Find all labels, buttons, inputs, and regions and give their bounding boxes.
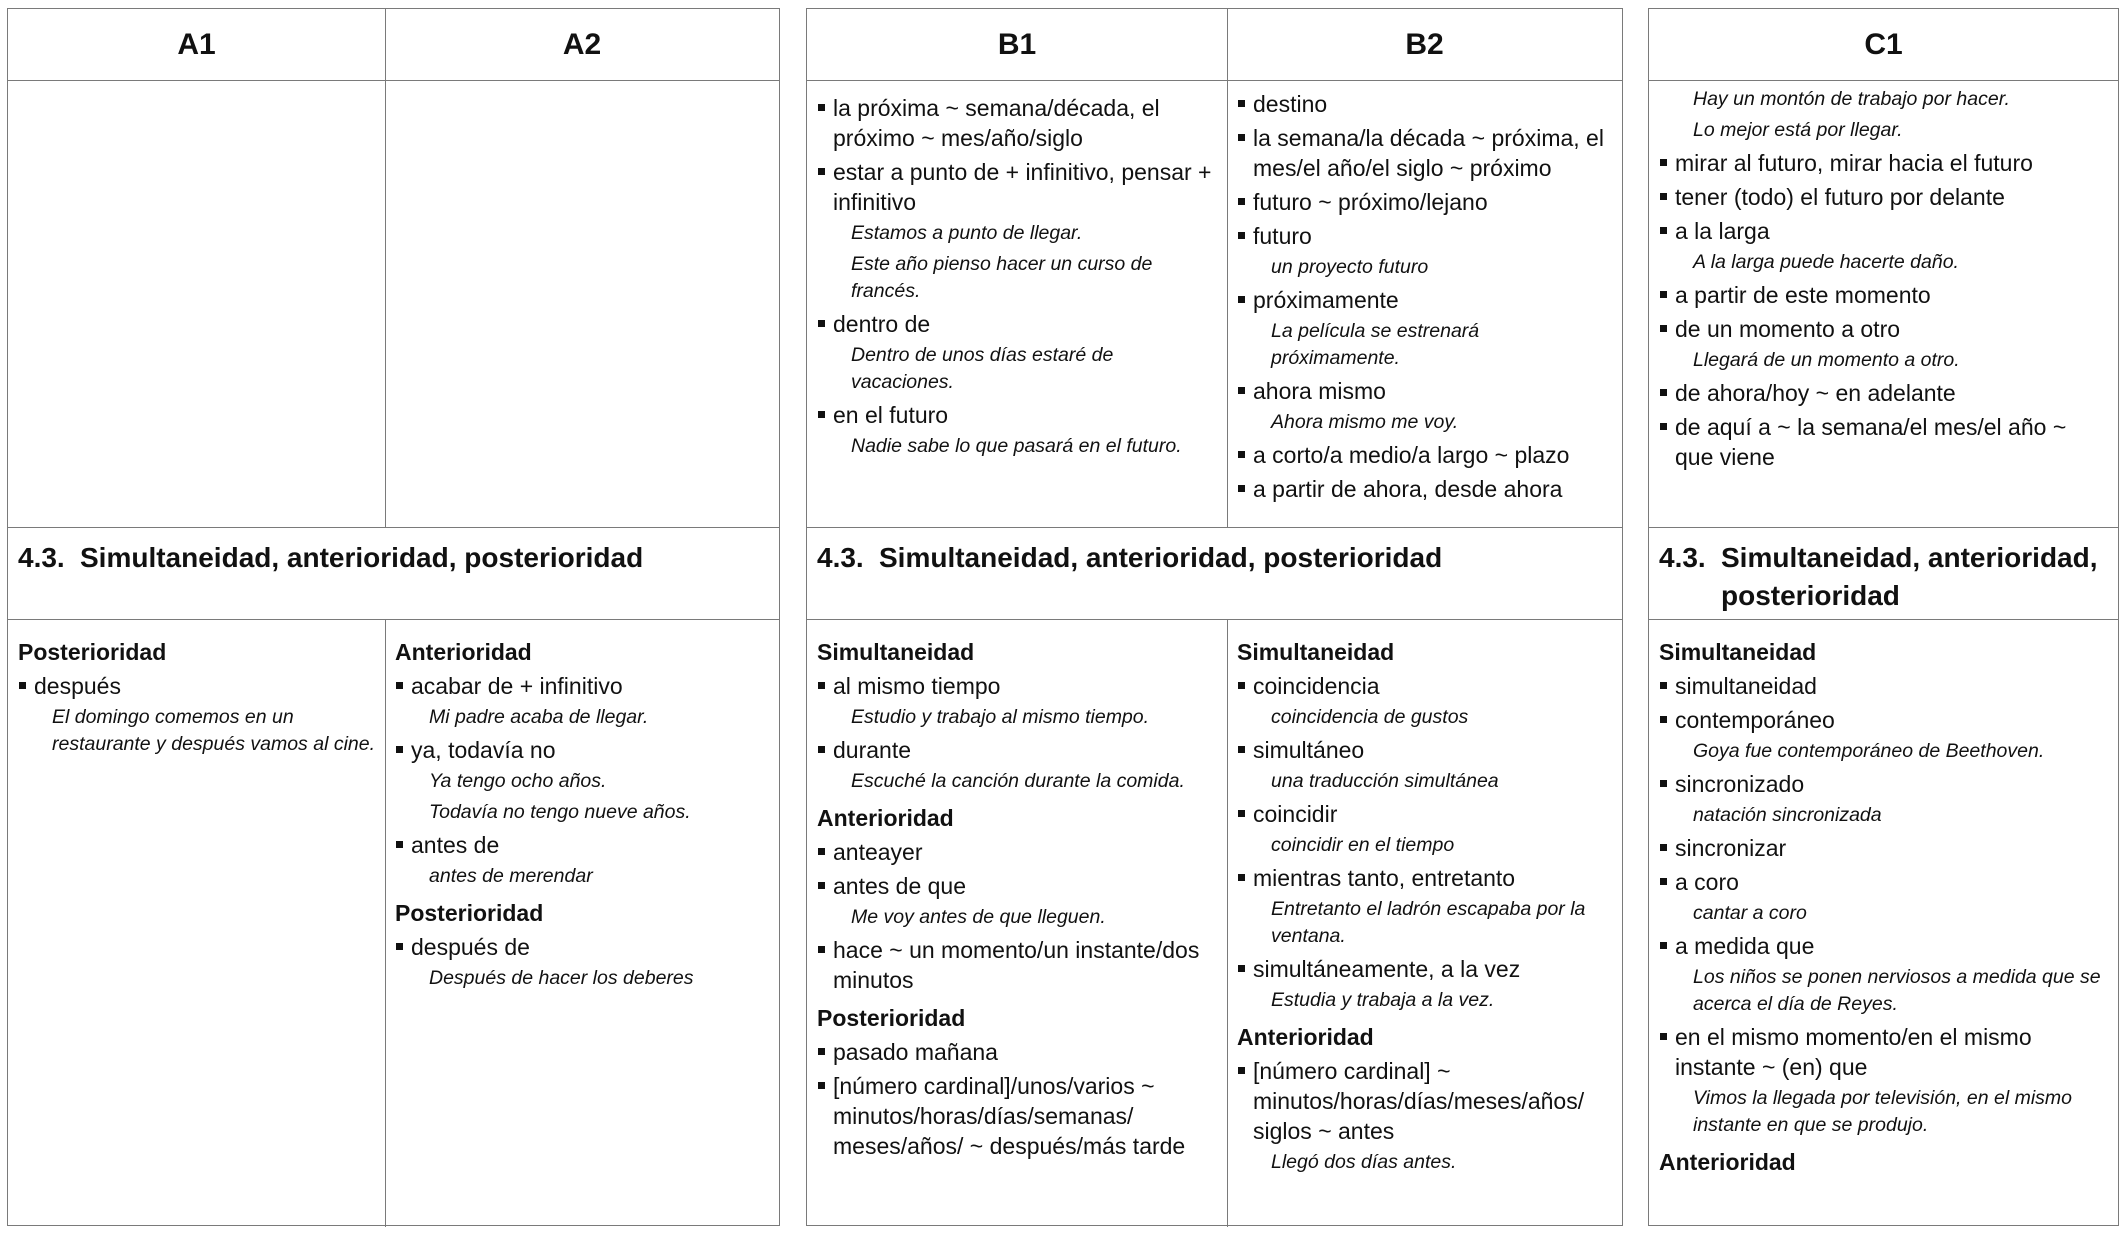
- bullet-icon: [19, 682, 26, 689]
- bullet-icon: [1660, 716, 1667, 723]
- list-item-text: coincidencia: [1253, 673, 1380, 699]
- bullet-icon: [1238, 810, 1245, 817]
- list-item: [1659, 931, 2108, 961]
- list-item-text: próximamente: [1253, 287, 1399, 313]
- bullet-icon: [1238, 387, 1245, 394]
- example-text: Después de hacer los deberes: [429, 967, 694, 989]
- list-item: [1237, 89, 1612, 119]
- list-item-text: a partir de este momento: [1675, 282, 1931, 308]
- list-item: [1237, 671, 1612, 701]
- list-item-text: en el mismo momento/en el mismo instante ~ (en) que: [1675, 1024, 2032, 1080]
- bullet-icon: [1238, 134, 1245, 141]
- bullet-icon: [1238, 198, 1245, 205]
- list-item-text: destino: [1253, 91, 1328, 117]
- section-text: Simultaneidad, anterioridad, posterioridad: [879, 542, 1443, 573]
- list-item-text: simultáneo: [1253, 737, 1365, 763]
- section-title: [8, 527, 779, 619]
- list-item: [1659, 314, 2108, 344]
- a1-bottom-cell: [8, 627, 385, 1225]
- divider: [1649, 619, 2118, 620]
- list-item-text: a la larga: [1675, 218, 1770, 244]
- list-item: [1659, 833, 2108, 863]
- bullet-icon: [396, 746, 403, 753]
- bullet-icon: [1660, 159, 1667, 166]
- bullet-icon: [1660, 844, 1667, 851]
- list-item: [817, 735, 1217, 765]
- list-item-text: acabar de + infinitivo: [411, 673, 623, 699]
- list-item-text: sincronizado: [1675, 771, 1805, 797]
- list-item: [1659, 671, 2108, 701]
- bullet-icon: [818, 320, 825, 327]
- subheading: Simultaneidad: [1659, 639, 1817, 665]
- bullet-icon: [1660, 193, 1667, 200]
- bullet-icon: [1660, 682, 1667, 689]
- list-item: [817, 935, 1217, 995]
- list-item: [1237, 474, 1612, 504]
- list-item: [1659, 378, 2108, 408]
- list-item: [817, 1037, 1217, 1067]
- list-item: [817, 1071, 1217, 1161]
- bullet-icon: [1238, 746, 1245, 753]
- example-text: un proyecto futuro: [1271, 256, 1429, 278]
- list-item: [1659, 769, 2108, 799]
- b1-top-cell: [807, 81, 1227, 527]
- list-item-text: simultáneamente, a la vez: [1253, 956, 1521, 982]
- example-text: Este año pienso hacer un curso de francés.: [851, 253, 1153, 302]
- example-text: Vimos la llegada por televisión, en el mismo instante en que se produjo.: [1693, 1087, 2072, 1136]
- list-item: [395, 830, 769, 860]
- section-text-line-1: Simultaneidad, anterioridad,: [1721, 542, 2098, 573]
- bullet-icon: [1660, 389, 1667, 396]
- bullet-icon: [1238, 232, 1245, 239]
- list-item: [1659, 867, 2108, 897]
- list-item: [395, 735, 769, 765]
- bullet-icon: [818, 1048, 825, 1055]
- list-item: [1659, 705, 2108, 735]
- bullet-icon: [818, 104, 825, 111]
- list-item: [1237, 735, 1612, 765]
- example-text: coincidir en el tiempo: [1271, 834, 1455, 856]
- list-item: [1237, 954, 1612, 984]
- example-text: Lo mejor está por llegar.: [1693, 119, 1903, 141]
- example-text: coincidencia de gustos: [1271, 706, 1469, 728]
- list-item-text: a partir de ahora, desde ahora: [1253, 476, 1563, 502]
- example-text: Mi padre acaba de llegar.: [429, 706, 649, 728]
- list-item-text: tener (todo) el futuro por delante: [1675, 184, 2005, 210]
- list-item: [817, 309, 1217, 339]
- panel-c-levels: [1648, 8, 2119, 1226]
- section-title: [807, 527, 1622, 619]
- list-item-text: coincidir: [1253, 801, 1338, 827]
- list-item: [1237, 123, 1612, 183]
- list-item: [1237, 285, 1612, 315]
- bullet-icon: [1238, 1067, 1245, 1074]
- bullet-icon: [1660, 1033, 1667, 1040]
- example-text: Llegará de un momento a otro.: [1693, 349, 1960, 371]
- header-a1: A1: [8, 9, 385, 81]
- list-item: [18, 671, 375, 701]
- bullet-icon: [818, 946, 825, 953]
- bullet-icon: [1660, 942, 1667, 949]
- bullet-icon: [1238, 296, 1245, 303]
- list-item-text: a coro: [1675, 869, 1739, 895]
- list-item: [1237, 187, 1612, 217]
- b1-bottom-cell: [807, 627, 1227, 1225]
- list-item-text: durante: [833, 737, 912, 763]
- section-title: [1649, 527, 2118, 619]
- list-item: [1237, 376, 1612, 406]
- list-item-text: ahora mismo: [1253, 378, 1386, 404]
- example-text: Escuché la canción durante la comida.: [851, 770, 1185, 792]
- bullet-icon: [1238, 874, 1245, 881]
- bullet-icon: [818, 1082, 825, 1089]
- example-text: Nadie sabe lo que pasará en el futuro.: [851, 435, 1182, 457]
- list-item: [817, 671, 1217, 701]
- example-text: Estudia y trabaja a la vez.: [1271, 989, 1495, 1011]
- list-item-text: antes de: [411, 832, 500, 858]
- list-item-text: a medida que: [1675, 933, 1815, 959]
- example-text: cantar a coro: [1693, 902, 1807, 924]
- bullet-icon: [1238, 100, 1245, 107]
- list-item-text: estar a punto de + infinitivo, pensar + infinitivo: [833, 159, 1212, 215]
- c1-top-cell: [1649, 81, 2118, 527]
- example-text: Todavía no tengo nueve años.: [429, 801, 691, 823]
- list-item: [395, 671, 769, 701]
- bullet-icon: [1660, 291, 1667, 298]
- c1-bottom-cell: [1649, 627, 2118, 1225]
- list-item-text: ya, todavía no: [411, 737, 556, 763]
- list-item: [1659, 182, 2108, 212]
- panel-b-levels: [806, 8, 1623, 1226]
- list-item-text: de ahora/hoy ~ en adelante: [1675, 380, 1956, 406]
- list-item-text: de un momento a otro: [1675, 316, 1901, 342]
- bullet-icon: [1660, 227, 1667, 234]
- list-item: [1237, 799, 1612, 829]
- subheading: Simultaneidad: [1237, 639, 1395, 665]
- bullet-icon: [818, 168, 825, 175]
- bullet-icon: [818, 682, 825, 689]
- list-item-text: después: [34, 673, 121, 699]
- subheading: Posterioridad: [18, 639, 167, 665]
- example-text: La película se estrenará próximamente.: [1271, 320, 1480, 369]
- list-item: [817, 93, 1217, 153]
- list-item-text: la próxima ~ semana/década, el próximo ~ mes/año/siglo: [833, 95, 1160, 151]
- example-text: Llegó dos días antes.: [1271, 1151, 1457, 1173]
- bullet-icon: [1660, 780, 1667, 787]
- list-item-text: la semana/la década ~ próxima, el mes/el año/el siglo ~ próximo: [1253, 125, 1604, 181]
- divider: [385, 9, 386, 527]
- example-text: una traducción simultánea: [1271, 770, 1499, 792]
- list-item-text: contemporáneo: [1675, 707, 1835, 733]
- list-item-text: pasado mañana: [833, 1039, 998, 1065]
- list-item: [817, 871, 1217, 901]
- bullet-icon: [818, 848, 825, 855]
- header-b1: B1: [807, 9, 1227, 81]
- section-text: Simultaneidad, anterioridad, posterioridad: [80, 542, 644, 573]
- list-item-text: en el futuro: [833, 402, 949, 428]
- list-item-text: sincronizar: [1675, 835, 1787, 861]
- list-item: [1659, 1022, 2108, 1082]
- list-item-text: mirar al futuro, mirar hacia el futuro: [1675, 150, 2033, 176]
- bullet-icon: [818, 746, 825, 753]
- header-a2: A2: [385, 9, 779, 81]
- list-item: [395, 932, 769, 962]
- subheading: Anterioridad: [1237, 1024, 1374, 1050]
- bullet-icon: [1660, 325, 1667, 332]
- bullet-icon: [1238, 965, 1245, 972]
- section-number: 4.3.: [1659, 542, 1706, 573]
- subheading: Posterioridad: [817, 1005, 966, 1031]
- subheading: Anterioridad: [817, 805, 954, 831]
- example-text: A la larga puede hacerte daño.: [1693, 251, 1959, 273]
- bullet-icon: [1660, 423, 1667, 430]
- list-item-text: [número cardinal]/unos/varios ~ minutos/horas/días/semanas/ meses/años/ ~ después/más tarde: [833, 1073, 1186, 1159]
- list-item-text: anteayer: [833, 839, 923, 865]
- subheading: Anterioridad: [395, 639, 532, 665]
- example-text: Dentro de unos días estaré de vacaciones.: [851, 344, 1114, 393]
- list-item: [1659, 216, 2108, 246]
- b2-top-cell: [1227, 81, 1622, 527]
- list-item: [1237, 440, 1612, 470]
- list-item: [1659, 412, 2108, 472]
- bullet-icon: [1238, 485, 1245, 492]
- subheading: Posterioridad: [395, 900, 544, 926]
- bullet-icon: [396, 841, 403, 848]
- example-text: Entretanto el ladrón escapaba por la ventana.: [1271, 898, 1586, 947]
- example-text: Me voy antes de que lleguen.: [851, 906, 1106, 928]
- bullet-icon: [1238, 451, 1245, 458]
- example-text: Goya fue contemporáneo de Beethoven.: [1693, 740, 2045, 762]
- divider: [8, 619, 779, 620]
- list-item-text: de aquí a ~ la semana/el mes/el año ~ que viene: [1675, 414, 2067, 470]
- b2-bottom-cell: [1227, 627, 1622, 1225]
- section-text-line-2: posterioridad: [1721, 580, 1900, 611]
- example-text: natación sincronizada: [1693, 804, 1882, 826]
- list-item: [1659, 148, 2108, 178]
- example-text: antes de merendar: [429, 865, 593, 887]
- section-number: 4.3.: [18, 542, 65, 573]
- section-text: [1721, 539, 2098, 619]
- list-item-text: dentro de: [833, 311, 931, 337]
- example-text: Los niños se ponen nerviosos a medida que se acerca el día de Reyes.: [1693, 966, 2101, 1015]
- bullet-icon: [1238, 682, 1245, 689]
- example-text: Ahora mismo me voy.: [1271, 411, 1459, 433]
- header-c1: C1: [1649, 9, 2118, 81]
- list-item-text: mientras tanto, entretanto: [1253, 865, 1516, 891]
- example-text: Hay un montón de trabajo por hacer.: [1693, 88, 2010, 110]
- a2-bottom-cell: [385, 627, 779, 1225]
- example-text: Ya tengo ocho años.: [429, 770, 607, 792]
- list-item: [1237, 863, 1612, 893]
- list-item-text: a corto/a medio/a largo ~ plazo: [1253, 442, 1570, 468]
- list-item: [817, 157, 1217, 217]
- list-item-text: futuro ~ próximo/lejano: [1253, 189, 1488, 215]
- bullet-icon: [818, 411, 825, 418]
- divider: [807, 619, 1622, 620]
- bullet-icon: [1660, 878, 1667, 885]
- section-number: 4.3.: [817, 542, 864, 573]
- list-item-text: [número cardinal] ~ minutos/horas/días/meses/años/ siglos ~ antes: [1253, 1058, 1585, 1144]
- header-b2: B2: [1227, 9, 1622, 81]
- list-item-text: antes de que: [833, 873, 967, 899]
- list-item-text: hace ~ un momento/un instante/dos minutos: [833, 937, 1200, 993]
- bullet-icon: [818, 882, 825, 889]
- subheading: Anterioridad: [1659, 1149, 1796, 1175]
- example-text: Estudio y trabajo al mismo tiempo.: [851, 706, 1150, 728]
- list-item-text: al mismo tiempo: [833, 673, 1001, 699]
- list-item: [1237, 221, 1612, 251]
- panel-a-levels: [7, 8, 780, 1226]
- subheading: Simultaneidad: [817, 639, 975, 665]
- list-item: [817, 837, 1217, 867]
- list-item: [817, 400, 1217, 430]
- bullet-icon: [396, 682, 403, 689]
- list-item: [1659, 280, 2108, 310]
- list-item: [1237, 1056, 1612, 1146]
- example-text: El domingo comemos en un restaurante y después vamos al cine.: [52, 706, 376, 755]
- example-text: Estamos a punto de llegar.: [851, 222, 1083, 244]
- list-item-text: futuro: [1253, 223, 1312, 249]
- bullet-icon: [396, 943, 403, 950]
- list-item-text: simultaneidad: [1675, 673, 1817, 699]
- list-item-text: después de: [411, 934, 530, 960]
